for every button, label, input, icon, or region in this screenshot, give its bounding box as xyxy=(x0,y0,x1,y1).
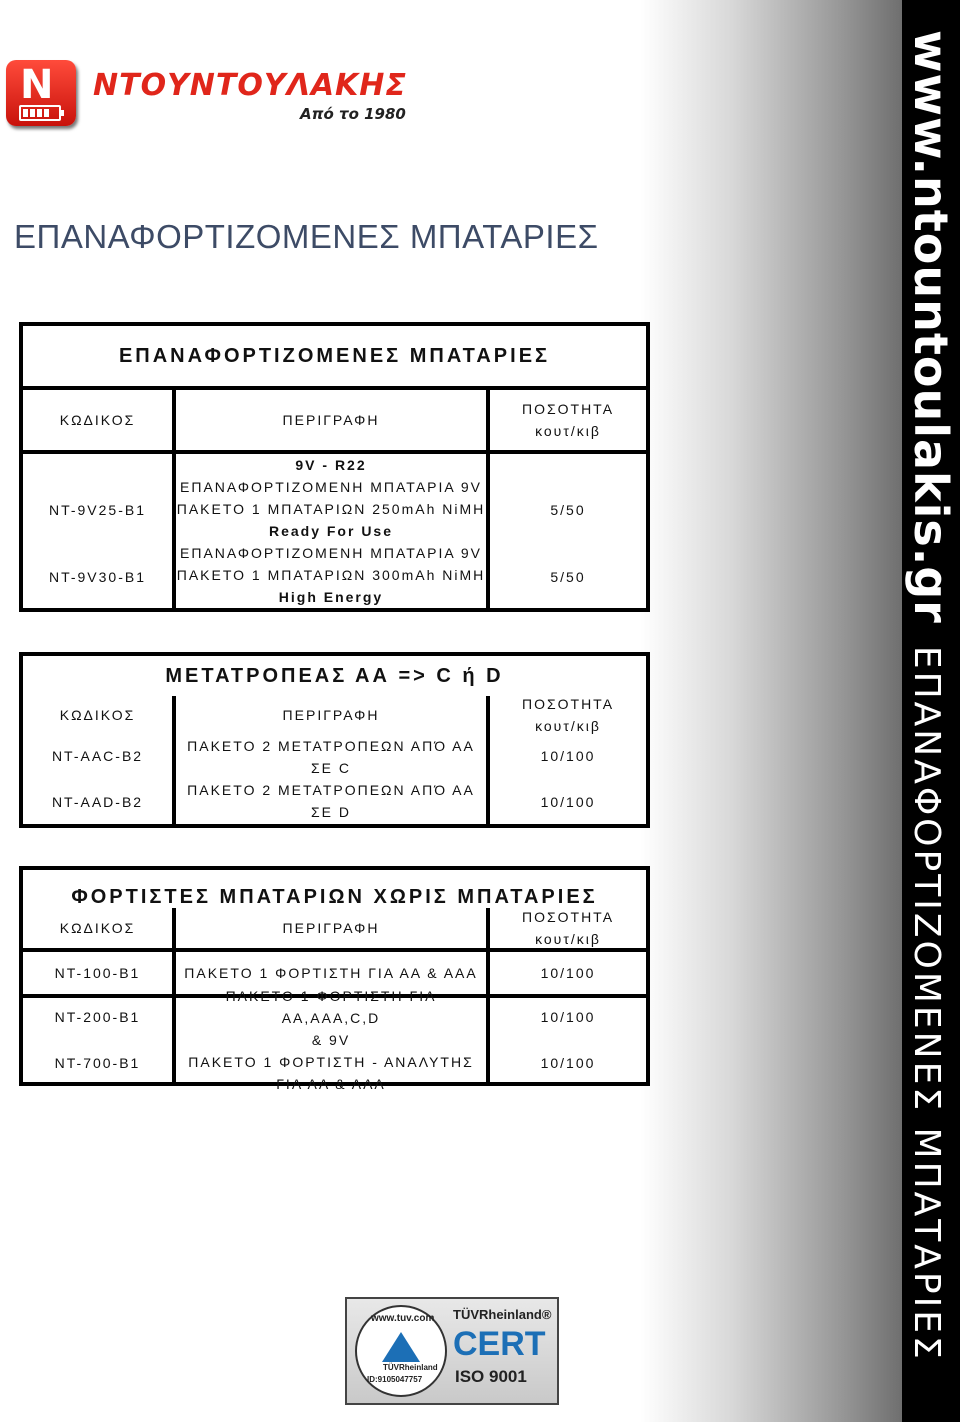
side-gradient-band xyxy=(640,0,902,1422)
group-label: 9V - R22 xyxy=(295,457,367,473)
header-description xyxy=(176,908,486,948)
header-description xyxy=(176,390,486,450)
row-description xyxy=(176,988,486,1092)
row-code-2: NT-200-B1 xyxy=(54,1009,141,1025)
row2-line2: ΣΕ D xyxy=(311,804,351,820)
seal-brand: TÜVRheinland xyxy=(383,1363,438,1372)
row-code xyxy=(23,998,172,1082)
header-code xyxy=(23,908,172,948)
header-code-text: ΚΩΔΙΚΟΣ xyxy=(59,707,136,723)
table-caption xyxy=(23,326,646,386)
row-qty-1: 10/100 xyxy=(540,965,596,981)
logo-battery-icon xyxy=(6,60,76,126)
row-description xyxy=(176,734,486,824)
header-qty-text: ΠΟΣΟΤΗΤΑ xyxy=(521,696,615,712)
header-desc-text: ΠΕΡΙΓΡΑΦΗ xyxy=(282,920,380,936)
company-logo xyxy=(6,60,426,132)
header-quantity xyxy=(490,390,646,450)
row-quantity xyxy=(490,734,646,824)
caption-text: ΦΟΡΤΙΣΤΕΣ ΜΠΑΤΑΡΙΩΝ ΧΩΡΙΣ ΜΠΑΤΑΡΙΕΣ xyxy=(71,886,598,908)
row2-line1: ΕΠΑΝΑΦΟΡΤΙΖΟΜΕΝΗ ΜΠΑΤΑΡΙΑ 9V xyxy=(180,545,482,561)
table-caption xyxy=(23,870,646,908)
row-qty-2: 10/100 xyxy=(540,794,596,810)
row1-line2: ΠΑΚΕΤΟ 1 ΜΠΑΤΑΡΙΩΝ 250mAh NiMH xyxy=(176,501,486,517)
header-desc-text: ΠΕΡΙΓΡΑΦΗ xyxy=(282,707,380,723)
header-code-text: ΚΩΔΙΚΟΣ xyxy=(59,920,136,936)
row-qty-1: 5/50 xyxy=(550,502,586,518)
row-quantity xyxy=(490,454,646,608)
battery-icon xyxy=(19,105,61,121)
row-code-3: NT-700-B1 xyxy=(54,1055,141,1071)
row-qty-1: 10/100 xyxy=(540,748,596,764)
header-quantity xyxy=(490,908,646,948)
header-code xyxy=(23,390,172,450)
header-description xyxy=(176,696,486,734)
seal-url: www.tuv.com xyxy=(371,1313,435,1324)
row-code xyxy=(23,952,172,994)
row-code-1: NT-AAC-B2 xyxy=(51,748,144,764)
row-description xyxy=(176,454,486,608)
chargers-table xyxy=(19,866,650,1092)
logo-letter: N xyxy=(20,62,54,108)
cert-word: CERT xyxy=(453,1325,546,1363)
row1-line2: ΣΕ C xyxy=(311,760,351,776)
row-qty-3: 10/100 xyxy=(540,1055,596,1071)
row-qty-2: 5/50 xyxy=(550,569,586,585)
vertical-banner xyxy=(904,30,958,1362)
brand-since: Από το 1980 xyxy=(300,105,406,123)
website-link[interactable]: www.ntountoulakis.gr xyxy=(904,30,958,624)
row-code-2: NT-9V30-B1 xyxy=(48,569,147,585)
row1-line1: ΕΠΑΝΑΦΟΡΤΙΖΟΜΕΝΗ ΜΠΑΤΑΡΙΑ 9V xyxy=(180,479,482,495)
tuv-seal-icon xyxy=(355,1305,447,1397)
header-code xyxy=(23,696,172,734)
header-code-text: ΚΩΔΙΚΟΣ xyxy=(59,412,136,428)
cert-iso: ISO 9001 xyxy=(455,1367,527,1386)
row-code xyxy=(23,454,172,608)
page-title: ΕΠΑΝΑΦΟΡΤΙΖΟΜΕΝΕΣ ΜΠΑΤΑΡΙΕΣ xyxy=(14,218,599,255)
row-quantity xyxy=(490,998,646,1082)
row2-line1: ΠΑΚΕΤΟ 2 ΜΕΤΑΤΡΟΠΕΩΝ ΑΠΌ ΑΑ xyxy=(187,782,475,798)
row2-line2: & 9V xyxy=(311,1032,351,1048)
row-quantity xyxy=(490,952,646,994)
row-code-1: NT-100-B1 xyxy=(54,965,141,981)
row-code-2: NT-AAD-B2 xyxy=(51,794,144,810)
tuv-cert-badge xyxy=(345,1297,559,1405)
row3-line2: ΓΙΑ ΑΑ & ΑΑΑ xyxy=(276,1076,386,1092)
vertical-slogan: ΕΠΑΝΑΦΟΡΤΙΖΟΜΕΝΕΣ ΜΠΑΤΑΡΙΕΣ xyxy=(906,645,947,1362)
row-qty-2: 10/100 xyxy=(540,1009,596,1025)
header-quantity xyxy=(490,696,646,734)
row1-line3: Ready For Use xyxy=(268,523,394,539)
header-qty-text: ΠΟΣΟΤΗΤΑ xyxy=(521,401,615,417)
row2-line3: High Energy xyxy=(278,589,384,605)
caption-text: ΕΠΑΝΑΦΟΡΤΙΖΟΜΕΝΕΣ ΜΠΑΤΑΡΙΕΣ xyxy=(118,345,551,367)
caption-text: ΜΕΤΑΤΡΟΠΕΑΣ ΑΑ => C ή D xyxy=(165,665,504,687)
tuv-triangle-icon xyxy=(382,1332,420,1362)
row1-line1: ΠΑΚΕΤΟ 1 ΦΟΡΤΙΣΤΗ ΓΙΑ ΑΑ & ΑΑΑ xyxy=(184,965,478,981)
row2-line2: ΠΑΚΕΤΟ 1 ΜΠΑΤΑΡΙΩΝ 300mAh NiMH xyxy=(176,567,486,583)
header-qty-text: ΠΟΣΟΤΗΤΑ xyxy=(521,909,615,925)
seal-id: ID:9105047757 xyxy=(367,1375,423,1384)
cert-brand: TÜVRheinland® xyxy=(453,1307,552,1322)
header-desc-text: ΠΕΡΙΓΡΑΦΗ xyxy=(282,412,380,428)
table-caption xyxy=(23,656,646,696)
row-code-1: NT-9V25-B1 xyxy=(48,502,147,518)
header-qty-unit: κουτ/κιβ xyxy=(535,931,601,947)
header-qty-unit: κουτ/κιβ xyxy=(535,423,601,439)
row-code xyxy=(23,734,172,824)
row3-line1: ΠΑΚΕΤΟ 1 ΦΟΡΤΙΣΤΗ - ΑΝΑΛΥΤΗΣ xyxy=(188,1054,474,1070)
rechargeable-batteries-table xyxy=(19,322,650,612)
header-qty-unit: κουτ/κιβ xyxy=(535,718,601,734)
row1-line1: ΠΑΚΕΤΟ 2 ΜΕΤΑΤΡΟΠΕΩΝ ΑΠΌ ΑΑ xyxy=(187,738,475,754)
row2-line1: ΠΑΚΕΤΟ 1 ΦΟΡΤΙΣΤΗ ΓΙΑ ΑΑ,ΑΑΑ,C,D xyxy=(225,988,437,1026)
brand-name: ΝΤΟΥΝΤΟΥΛΑΚΗΣ xyxy=(93,68,407,103)
converters-table xyxy=(19,652,650,828)
